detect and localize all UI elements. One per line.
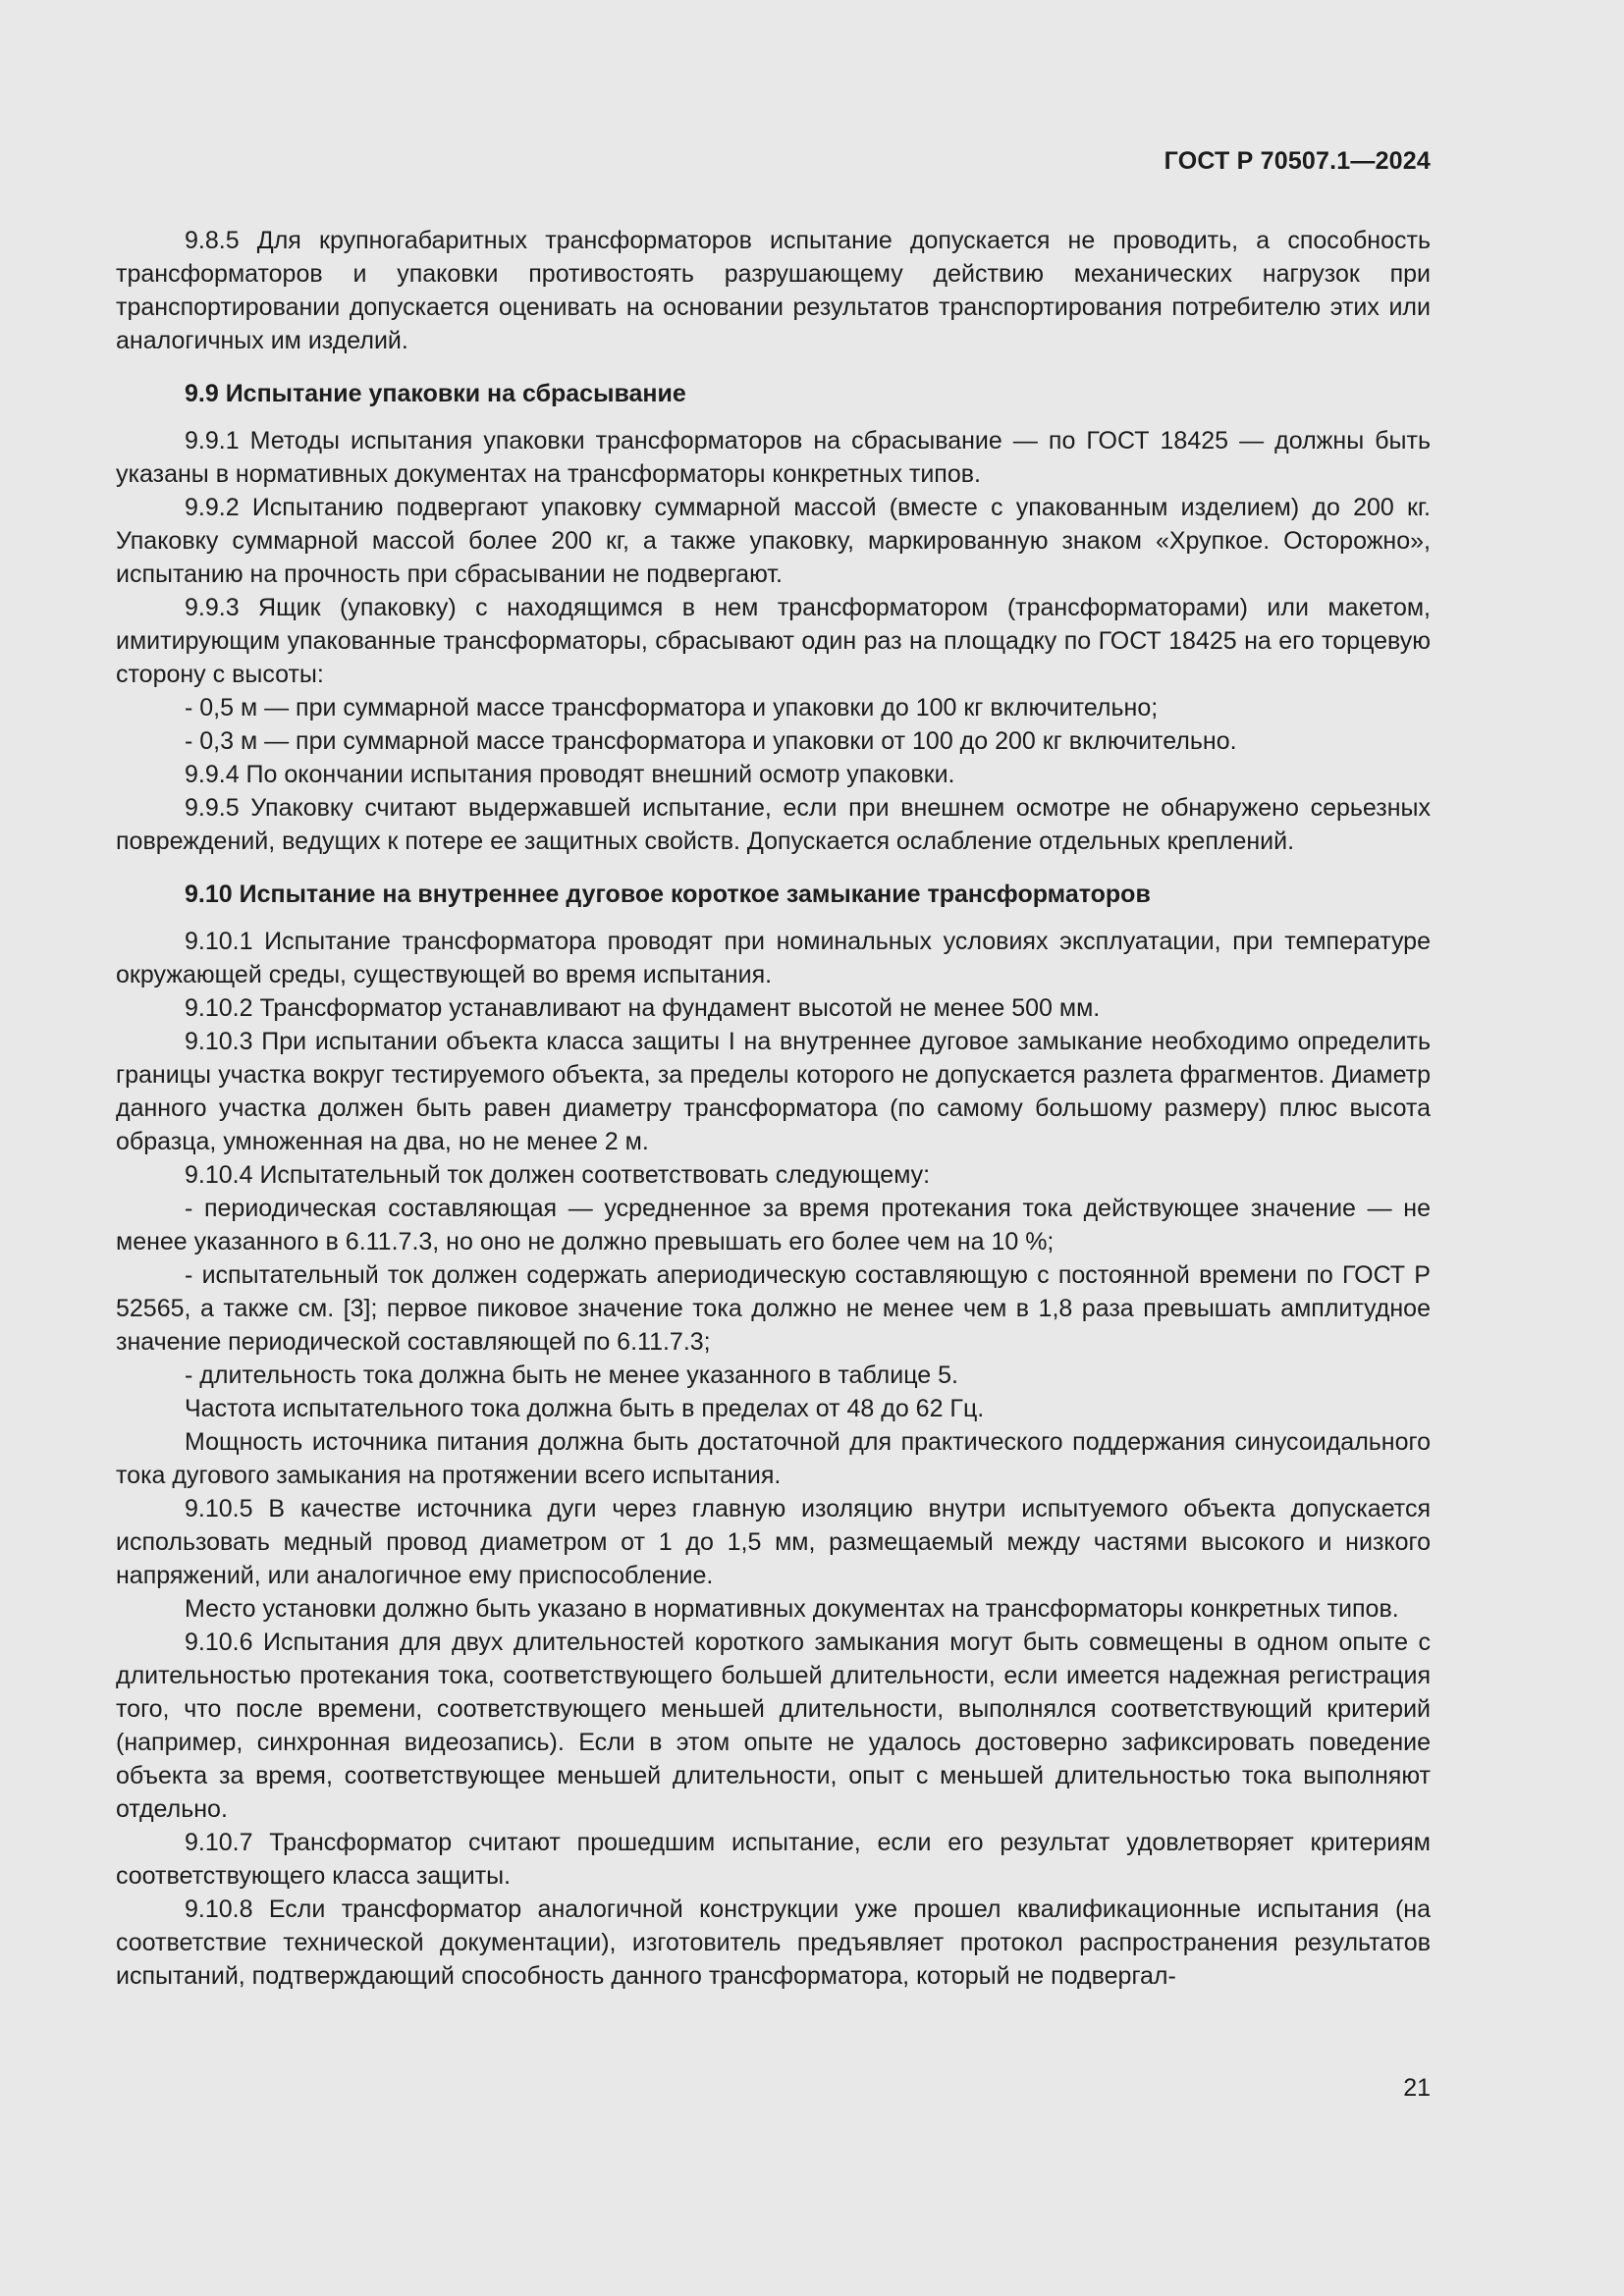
paragraph-9-10-7: 9.10.7 Трансформатор считают прошедшим испытание, если его результат удовлетворяет критериям соответствующего класса защиты. — [116, 1829, 1431, 1890]
paragraph-9-10-4: 9.10.4 Испытательный ток должен соответствовать следующему: — [185, 1161, 931, 1189]
paragraph-frequency: Частота испытательного тока должна быть в пределах от 48 до 62 Гц. — [185, 1395, 985, 1422]
list-item-9-9-3-a: - 0,5 м — при суммарной массе трансформатора и упаковки до 100 кг включительно; — [185, 694, 1159, 721]
paragraph-9-10-8: 9.10.8 Если трансформатор аналогичной конструкции уже прошел квалификационные испытания (на соответствие технической документации), изготовитель предъявляет протокол распространения результатов испытаний, подтверждающий способность данного трансформатора, который не подвергал- — [116, 1896, 1431, 1990]
section-heading-9-9: 9.9 Испытание упаковки на сбрасывание — [185, 380, 686, 407]
list-item-9-10-4-c: - длительность тока должна быть не менее указанного в таблице 5. — [185, 1362, 958, 1389]
list-item-9-10-4-a: - периодическая составляющая — усредненное за время протекания тока действующее значение — не менее указанного в 6.11.7.3, но оно не должно превышать его более чем на 10 %; — [116, 1195, 1431, 1255]
paragraph-9-9-2: 9.9.2 Испытанию подвергают упаковку суммарной массой (вместе с упакованным изделием) до 200 кг. Упаковку суммарной массой более 200 кг, а также упаковку, маркированную знаком «Хрупкое. Осторожно», испытанию на прочность при сбрасывании не подвергают. — [116, 494, 1431, 588]
paragraph-installation-place: Место установки должно быть указано в нормативных документах на трансформаторы конкретных типов. — [185, 1595, 1399, 1623]
paragraph-9-10-2: 9.10.2 Трансформатор устанавливают на фундамент высотой не менее 500 мм. — [185, 994, 1101, 1022]
list-item-9-9-3-b: - 0,3 м — при суммарной массе трансформатора и упаковки от 100 до 200 кг включительно. — [185, 727, 1237, 755]
document-header: ГОСТ Р 70507.1—2024 — [1164, 147, 1431, 175]
paragraph-9-10-1: 9.10.1 Испытание трансформатора проводят при номинальных условиях эксплуатации, при температуре окружающей среды, существующей во время испытания. — [116, 928, 1431, 988]
paragraph-9-10-6: 9.10.6 Испытания для двух длительностей короткого замыкания могут быть совмещены в одном опыте с длительностью протекания тока, соответствующего большей длительности, если имеется надежная регистрация того, что после времени, соответствующего меньшей длительности, выполнялся соответствующий критерий (например, синхронная видеозапись). Если в этом опыте не удалось достоверно зафиксировать поведение объекта за время, соответствующее меньшей длительности, опыт с меньшей длительностью тока выполняют отдельно. — [116, 1629, 1431, 1823]
paragraph-9-9-3: 9.9.3 Ящик (упаковку) с находящимся в нем трансформатором (трансформаторами) или макетом, имитирующим упакованные трансформаторы, сбрасывают один раз на площадку по ГОСТ 18425 на его торцевую сторону с высоты: — [116, 594, 1431, 688]
paragraph-9-8-5: 9.8.5 Для крупногабаритных трансформаторов испытание допускается не проводить, а способность трансформаторов и упаковки противостоять разрушающему действию механических нагрузок при транспортировании допускается оценивать на основании результатов транспортирования потребителю этих или аналогичных им изделий. — [116, 227, 1431, 354]
page-number: 21 — [1403, 2074, 1431, 2102]
list-item-9-10-4-b: - испытательный ток должен содержать апериодическую составляющую с постоянной времени по ГОСТ Р 52565, а также см. [3]; первое пиковое значение тока должно не менее чем в 1,8 раза превышать амплитудное значение периодической составляющей по 6.11.7.3; — [116, 1261, 1431, 1356]
document-body — [116, 224, 1431, 1993]
paragraph-9-9-1: 9.9.1 Методы испытания упаковки трансформаторов на сбрасывание — по ГОСТ 18425 — должны быть указаны в нормативных документах на трансформаторы конкретных типов. — [116, 427, 1431, 488]
section-heading-9-10: 9.10 Испытание на внутреннее дуговое короткое замыкание трансформаторов — [185, 881, 1151, 908]
paragraph-power-source: Мощность источника питания должна быть достаточной для практического поддержания синусоидального тока дугового замыкания на протяжении всего испытания. — [116, 1428, 1431, 1489]
paragraph-9-9-4: 9.9.4 По окончании испытания проводят внешний осмотр упаковки. — [185, 761, 955, 788]
paragraph-9-10-3: 9.10.3 При испытании объекта класса защиты I на внутреннее дуговое замыкание необходимо определить границы участка вокруг тестируемого объекта, за пределы которого не допускается разлета фрагментов. Диаметр данного участка должен быть равен диаметру трансформатора (по самому большому размеру) плюс высота образца, умноженная на два, но не менее 2 м. — [116, 1028, 1431, 1155]
paragraph-9-10-5: 9.10.5 В качестве источника дуги через главную изоляцию внутри испытуемого объекта допускается использовать медный провод диаметром от 1 до 1,5 мм, размещаемый между частями высокого и низкого напряжений, или аналогичное ему приспособление. — [116, 1495, 1431, 1589]
paragraph-9-9-5: 9.9.5 Упаковку считают выдержавшей испытание, если при внешнем осмотре не обнаружено серьезных повреждений, ведущих к потере ее защитных свойств. Допускается ослабление отдельных креплений. — [116, 794, 1431, 855]
